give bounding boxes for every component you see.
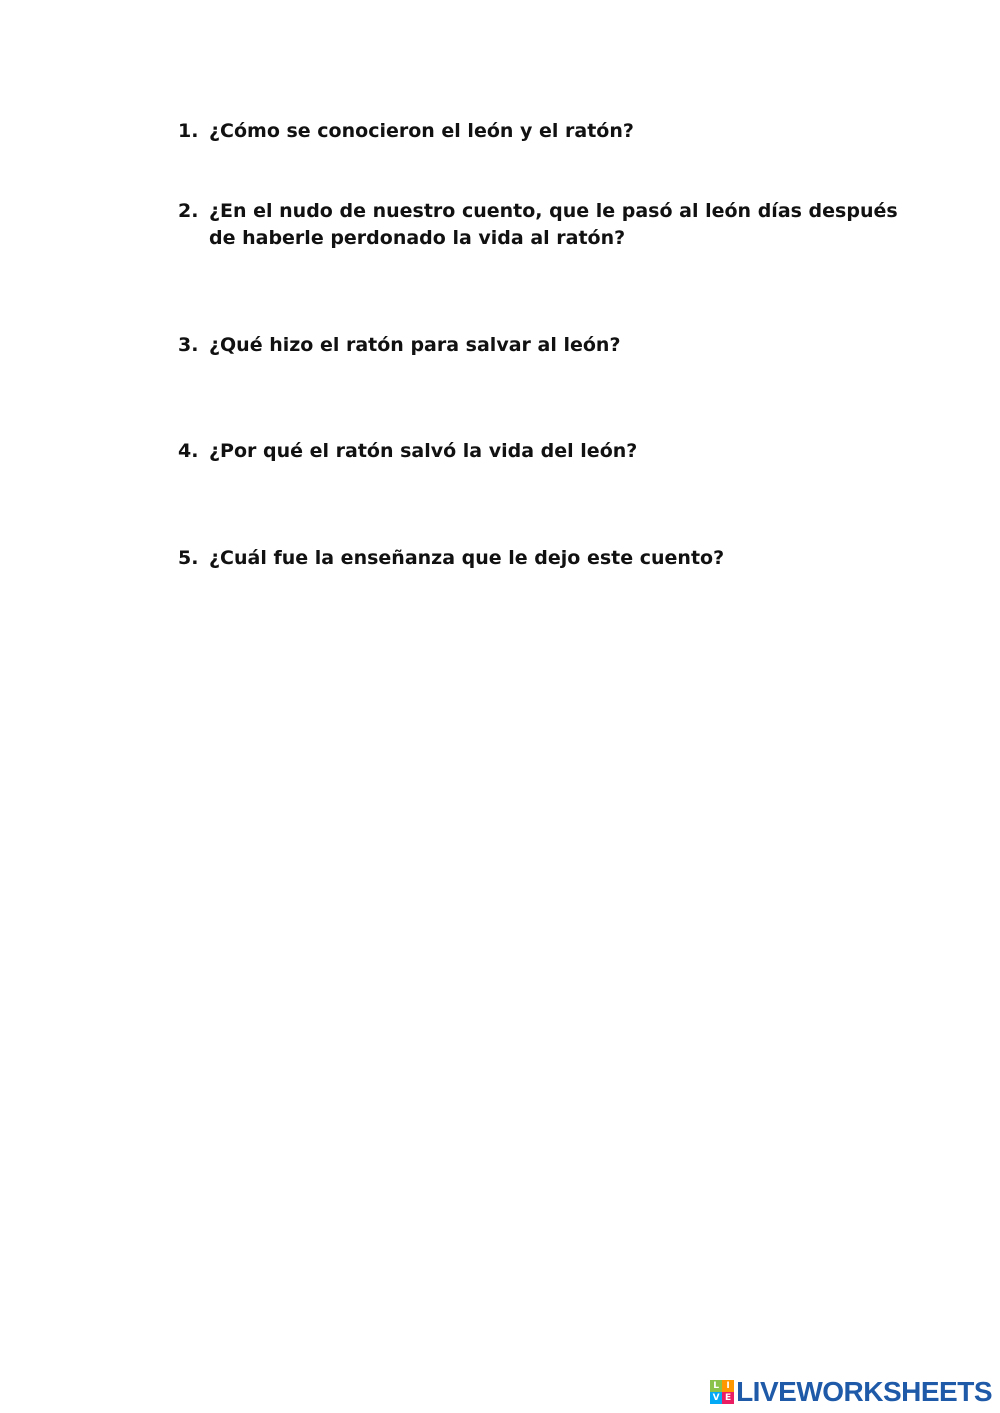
question-5: [178, 545, 898, 572]
question-text: ¿Qué hizo el ratón para salvar al león?: [209, 334, 621, 356]
logo-cell-v: V: [710, 1392, 722, 1404]
question-text: ¿Cuál fue la enseñanza que le dejo este cuento?: [209, 547, 725, 569]
brand-text: LIVEWORKSHEETS: [736, 1376, 992, 1407]
question-3: [178, 332, 898, 359]
liveworksheets-logo-icon: [710, 1380, 734, 1404]
question-number: 3.: [178, 334, 199, 356]
question-4: [178, 438, 898, 465]
question-text: ¿Por qué el ratón salvó la vida del león?: [209, 440, 638, 462]
logo-cell-i: I: [722, 1380, 734, 1392]
question-number: 2.: [178, 200, 199, 222]
question-number: 1.: [178, 120, 199, 142]
question-1: [178, 118, 898, 145]
question-number: 5.: [178, 547, 199, 569]
logo-cell-l: L: [710, 1380, 722, 1392]
logo-cell-e: E: [722, 1392, 734, 1404]
question-text: ¿Cómo se conocieron el león y el ratón?: [209, 120, 634, 142]
question-text: ¿En el nudo de nuestro cuento, que le pasó al león días después de haberle perdonado la vida al ratón?: [209, 200, 898, 249]
liveworksheets-brand[interactable]: [710, 1377, 992, 1407]
question-number: 4.: [178, 440, 199, 462]
question-2: [178, 198, 898, 252]
